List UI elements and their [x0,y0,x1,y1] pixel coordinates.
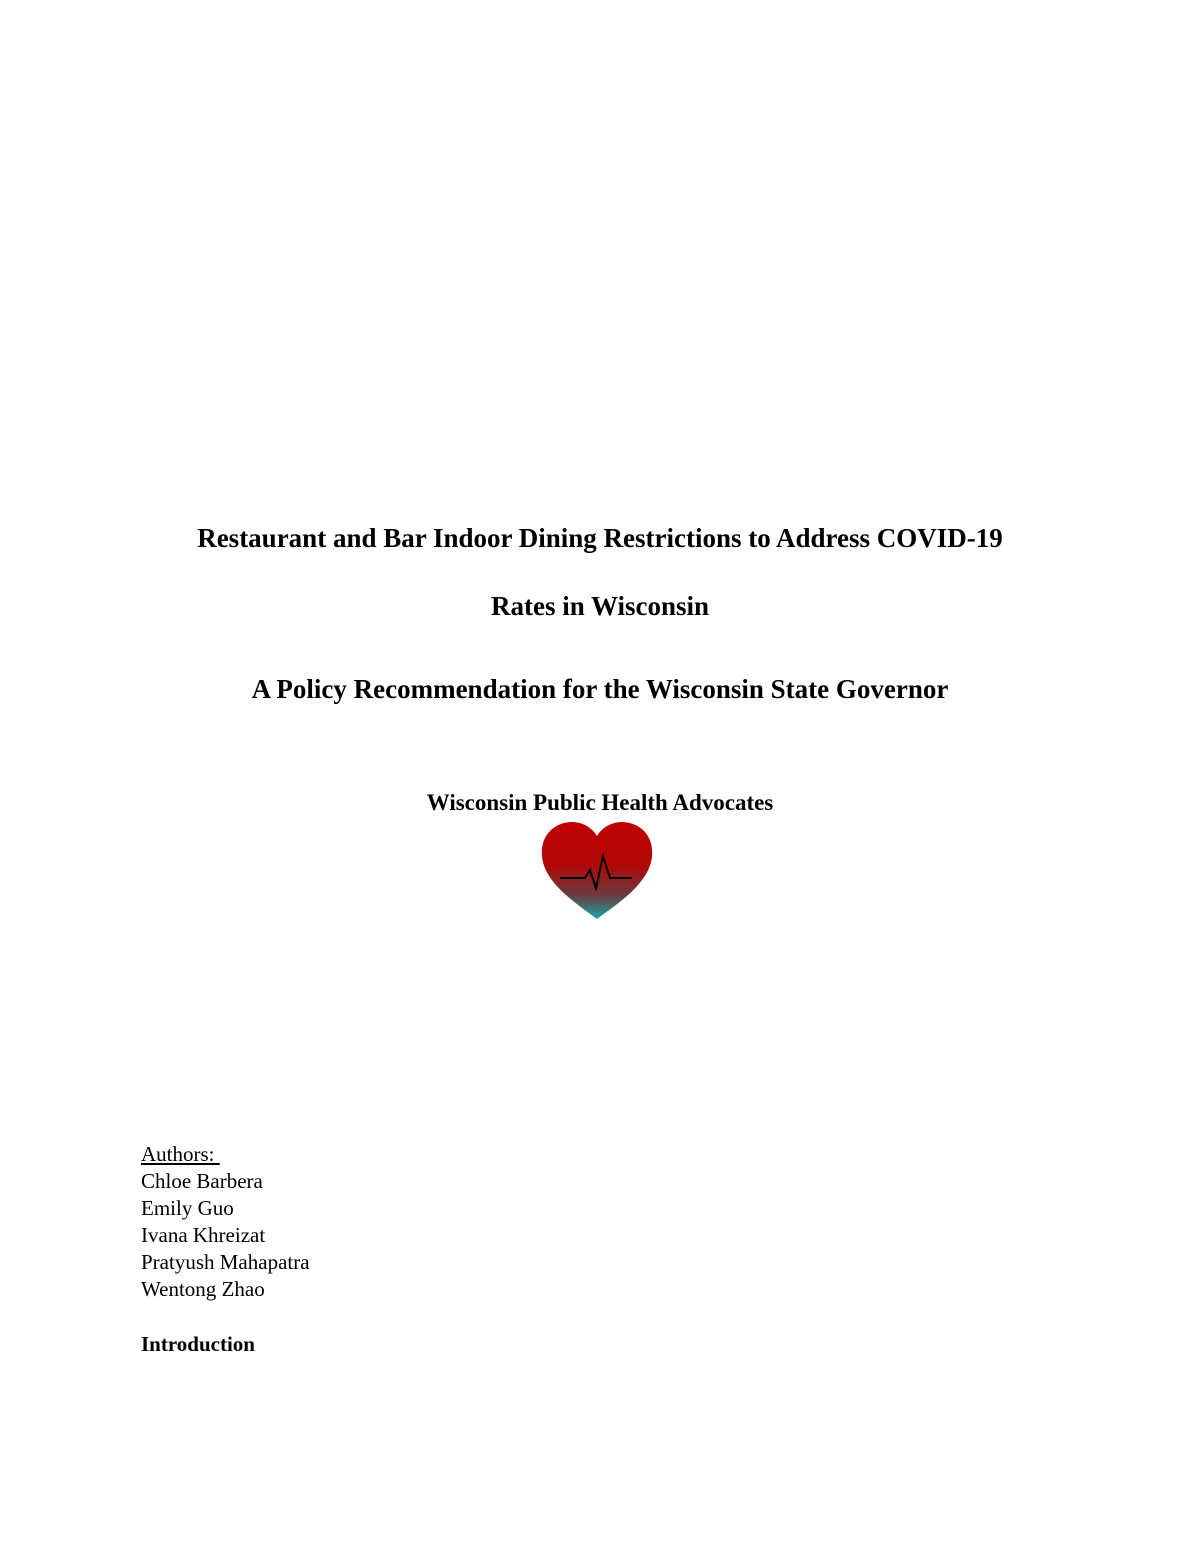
author-name: Wentong Zhao [141,1277,265,1301]
title-line-1: Restaurant and Bar Indoor Dining Restrictions to Address COVID-19 [197,523,1003,553]
author-name: Ivana Khreizat [141,1223,266,1247]
authors-block [141,1141,310,1303]
heart-logo-svg [540,820,654,920]
author-name: Emily Guo [141,1196,234,1220]
title-line-2: Rates in Wisconsin [490,591,710,621]
section-heading-introduction: Introduction [141,1332,255,1356]
heart-shape [542,822,652,919]
heart-heartbeat-icon [540,820,654,920]
organization-name: Wisconsin Public Health Advocates [426,790,774,815]
author-name: Chloe Barbera [141,1169,263,1193]
authors-label: Authors: [141,1142,220,1166]
author-name: Pratyush Mahapatra [141,1250,310,1274]
subtitle: A Policy Recommendation for the Wisconsin State Governor [251,674,949,704]
